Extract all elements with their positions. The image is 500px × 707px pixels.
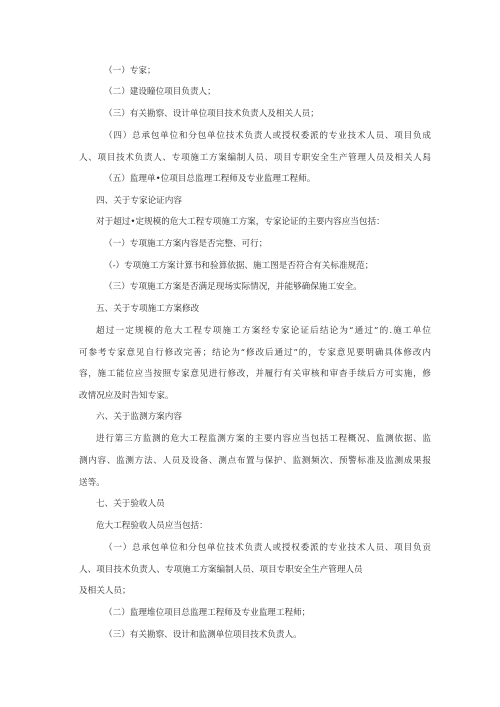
text-line: 改情况应及时告知专家。 — [79, 391, 174, 401]
section-heading: 七、关于验收人员 — [96, 499, 165, 509]
text-line: （五）监理单•位项目总监理工程师及专业监理工程师。 — [104, 174, 316, 184]
text-line: 人、项目技术负责人、专项施工方案编制人员、项目专职安全生产管理人员 — [79, 565, 363, 575]
section-heading: 六、关于监测方案内容 — [96, 412, 182, 422]
text-line: 对于超过•定规模的危大工程专项施工方案，专家论证的主要内容应当包括： — [96, 217, 385, 227]
text-line: （三）专项施工方案是否满足现场实际情况，并能够确保施工安全。 — [104, 282, 362, 292]
text-line: 超过一定规模的危大工程专项施工方案经专家论证后结论为“通过”的.施工单位 — [96, 326, 431, 336]
text-line: （-）专项施工方案计算书和验算依据、施工图是否符合有关标准规范； — [104, 261, 374, 271]
text-line: 人、项目技术负责人、专项施工方案编制人员、项目专职安全生产管理人员及相关人舄 — [79, 153, 431, 163]
text-line: 送等。 — [79, 478, 105, 488]
text-line: 测内容、监测方法、人员及设备、测点布置与保护、监测频次、预警标准及监测成果报 — [79, 456, 431, 466]
text-line: （三）有关勘察、设计单位项目技术负责人及相关人员； — [104, 109, 319, 119]
text-line: 危大工程验收人员应当包括： — [96, 521, 208, 531]
text-line: 进行第三方监测的危大工程监测方案的主要内容应当包括工程概况、监测依据、监 — [96, 434, 431, 444]
text-line: （一）专项施工方案内容是否完整、可行； — [104, 239, 268, 249]
text-line: 容，施工能位应当按照专家意见进行修改，并履行有关审核和审杳手续后方可实施，修 — [79, 369, 431, 379]
text-line: （二）建设瞳位项目负责人； — [104, 87, 216, 97]
section-heading: 四、关于专家论证内容 — [96, 196, 182, 206]
text-line: （三）有关勘察、设计和监测单位项目技术负责人。 — [104, 630, 302, 640]
text-line: 及相关人员； — [79, 586, 131, 596]
text-line: 可参考专家意见自行修改完善；结论为“修改后通过”的，专家意见要明确具体修改内 — [79, 348, 431, 358]
text-line: （一）总承包单位和分包单位技术负责人或授权委派的专业技术人员、项目负贡 — [104, 543, 431, 553]
section-heading: 五、关于专项施工方案修改 — [96, 304, 200, 314]
text-line: （二）监理堆位项目总监理工程师及专业监理工程师； — [104, 608, 311, 618]
text-line: （一）专家； — [104, 66, 156, 76]
text-line: （四）总承包单位和分包单位技术负责人或授权委派的专业技术人员、项目负成 — [104, 131, 431, 141]
